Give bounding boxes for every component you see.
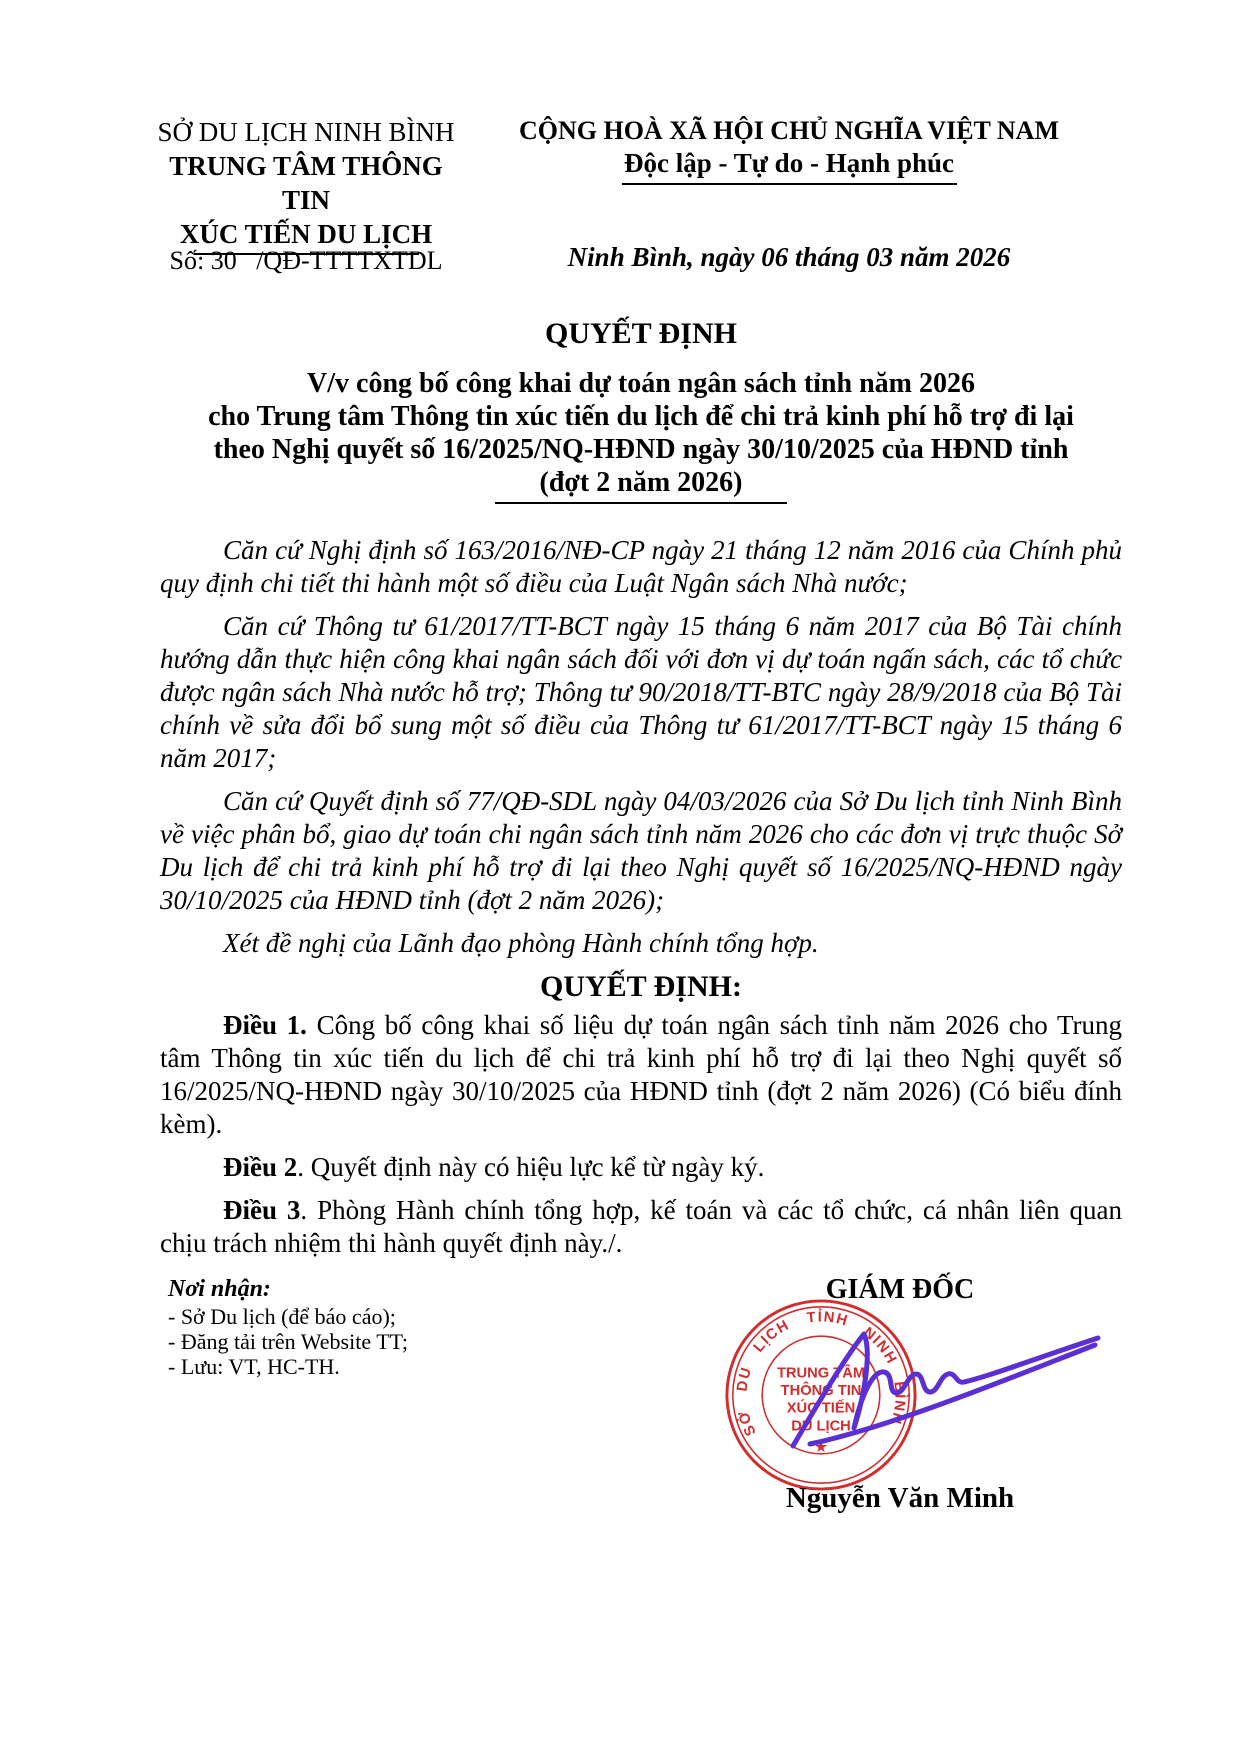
subject-line-2: cho Trung tâm Thông tin xúc tiến du lịch để chi trả kinh phí hỗ trợ đi lại bbox=[208, 401, 1074, 432]
preamble-paragraph-4: Xét đề nghị của Lãnh đạo phòng Hành chính tổng hợp. bbox=[223, 928, 819, 958]
handwritten-signature bbox=[750, 1312, 1120, 1462]
issuing-agency-block bbox=[150, 115, 462, 255]
decision-heading: QUYẾT ĐỊNH: bbox=[540, 970, 742, 1003]
stamp-center-line-2: THÔNG TIN bbox=[780, 1383, 862, 1399]
preamble-paragraph-2: Căn cứ Thông tư 61/2017/TT-BCT ngày 15 tháng 6 năm 2017 của Bộ Tài chính hướng dẫn thực hiện công khai ngân sách đối với đơn vị dự toán ngấn sách, các tổ chức được ngân sách Nhà nước hỗ trợ; Thông tư 90/2018/TT-BTC ngày 28/9/2018 của Bộ Tài chính về sửa đổi bổ sung một số điều của Thông tư 61/2017/TT-BCT ngày 15 tháng 6 năm 2017; bbox=[160, 611, 1122, 773]
subject-line-3: theo Nghị quyết số 16/2025/NQ-HĐND ngày 30/10/2025 của HĐND tỉnh bbox=[213, 434, 1069, 465]
stamp-center-line-1: TRUNG TÂM bbox=[776, 1365, 866, 1382]
article-3 bbox=[160, 1194, 1122, 1260]
article-3-text: . Phòng Hành chính tổng hợp, kế toán và các tổ chức, cá nhân liên quan chịu trách nhiệm thi hành quyết định này./. bbox=[160, 1195, 1123, 1258]
recipient-item-1: - Sở Du lịch (để báo cáo); bbox=[168, 1304, 396, 1329]
article-1 bbox=[160, 1009, 1122, 1141]
article-2 bbox=[160, 1151, 1122, 1184]
article-1-text: Công bố công khai số liệu dự toán ngân sách tỉnh năm 2026 cho Trung tâm Thông tin xúc tiến du lịch để chi trả kinh phí hỗ trợ đi lại theo Nghị quyết số 16/2025/NQ-HĐND ngày 30/10/2025 của HĐND tỉnh (đợt 2 năm 2026) (Có biểu đính kèm). bbox=[160, 1010, 1122, 1139]
stamp-center-line-4: DU LỊCH bbox=[791, 1418, 851, 1435]
stamp-star-icon: ★ bbox=[813, 1438, 829, 1456]
recipient-item-2: - Đăng tải trên Website TT; bbox=[168, 1329, 408, 1354]
stamp-center-line-3: XÚC TIẾN bbox=[786, 1400, 856, 1417]
recipients-label: Nơi nhận: bbox=[168, 1276, 271, 1302]
document-number: Số: 30 /QĐ-TTTTXTDL bbox=[169, 246, 443, 275]
signature-main-stroke bbox=[793, 1334, 1098, 1446]
recipients-block bbox=[168, 1274, 588, 1379]
signer-name: Nguyễn Văn Minh bbox=[785, 1482, 1015, 1514]
preamble-paragraph-1: Căn cứ Nghị định số 163/2016/NĐ-CP ngày 21 tháng 12 năm 2016 của Chính phủ quy định chi tiết thi hành một số điều của Luật Ngân sách Nhà nước; bbox=[160, 535, 1122, 598]
preamble-section bbox=[160, 534, 1122, 960]
article-2-text: . Quyết định này có hiệu lực kể từ ngày ký. bbox=[297, 1152, 765, 1182]
article-1-lead: Điều 1. bbox=[223, 1010, 307, 1040]
motto-underline bbox=[622, 183, 957, 185]
preamble-paragraph-3: Căn cứ Quyết định số 77/QĐ-SDL ngày 04/03/2026 của Sở Du lịch tỉnh Ninh Bình về việc phân bổ, giao dự toán chi ngân sách tỉnh năm 2026 cho các đơn vị trực thuộc Sở Du lịch để chi trả kinh phí hỗ trợ đi lại theo Nghị quyết số 16/2025/NQ-HĐND ngày 30/10/2025 của HĐND tỉnh (đợt 2 năm 2026); bbox=[160, 786, 1122, 915]
document-body bbox=[160, 534, 1122, 1270]
national-motto-block bbox=[488, 115, 1090, 185]
subject-line-1: V/v công bố công khai dự toán ngân sách tỉnh năm 2026 bbox=[307, 368, 975, 399]
agency-name-line1: TRUNG TÂM THÔNG TIN bbox=[169, 151, 443, 215]
title-block bbox=[160, 316, 1122, 504]
document-type-heading: QUYẾT ĐỊNH bbox=[545, 317, 737, 350]
signer-position-title: GIÁM ĐỐC bbox=[825, 1274, 975, 1305]
stamp-ring-textpath: SỞ DU LỊCH TỈNH NINH BÌNH bbox=[734, 1309, 908, 1439]
recipient-item-3: - Lưu: VT, HC-TH. bbox=[168, 1354, 340, 1379]
subject-line-4: (đợt 2 năm 2026) bbox=[495, 466, 788, 504]
article-3-lead: Điều 3 bbox=[223, 1195, 301, 1225]
article-2-lead: Điều 2 bbox=[223, 1152, 298, 1182]
articles-section bbox=[160, 1009, 1122, 1260]
agency-name-line2: XÚC TIẾN DU LỊCH bbox=[179, 219, 433, 249]
place-and-date: Ninh Bình, ngày 06 tháng 03 năm 2026 bbox=[567, 242, 1011, 272]
parent-agency-name: SỞ DU LỊCH NINH BÌNH bbox=[157, 117, 455, 147]
national-title: CỘNG HOÀ XÃ HỘI CHỦ NGHĨA VIỆT NAM bbox=[518, 116, 1060, 145]
national-motto: Độc lập - Tự do - Hạnh phúc bbox=[623, 148, 955, 178]
